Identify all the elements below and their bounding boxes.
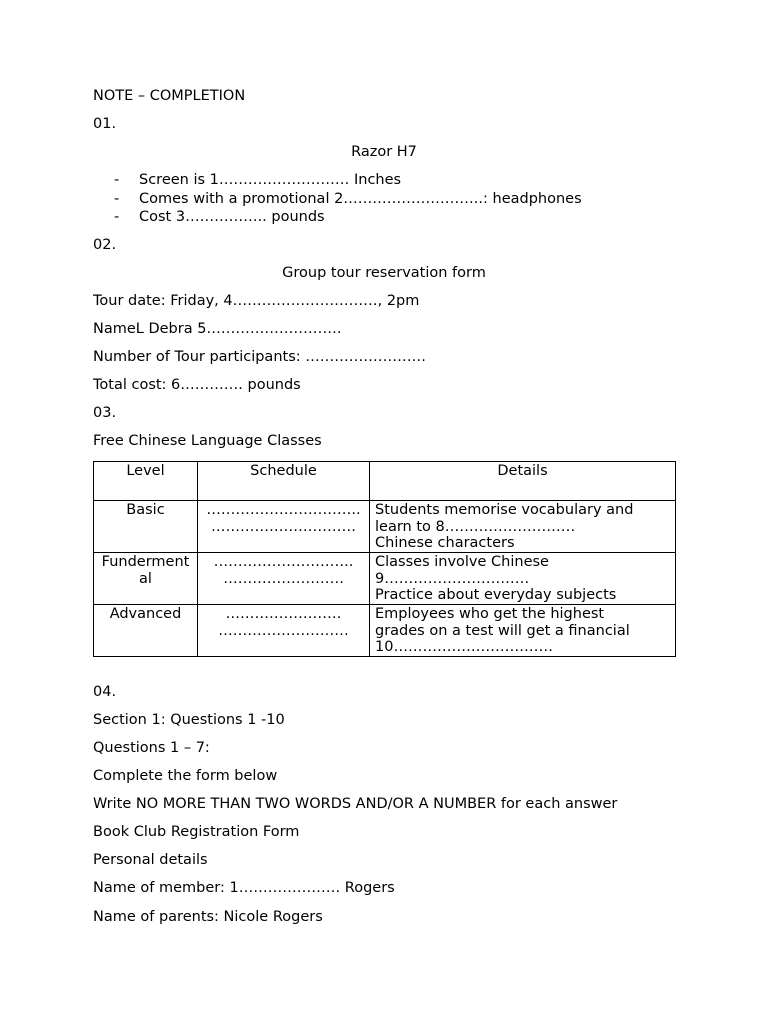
parents-name-line: Name of parents: Nicole Rogers — [93, 909, 323, 925]
total-cost-line: Total cost: 6…………. pounds — [93, 377, 301, 393]
form-section-label: Personal details — [93, 852, 208, 868]
details-line: Chinese characters — [375, 535, 515, 551]
details-line: 9………………………… — [375, 570, 530, 587]
bullet-item — [114, 208, 582, 227]
question-1-title: Razor H7 — [351, 144, 417, 160]
question-2-title: Group tour reservation form — [282, 265, 486, 281]
word-limit-instruction: Write NO MORE THAN TWO WORDS AND/OR A NUMBER for each answer — [93, 796, 618, 812]
details-cell — [370, 501, 676, 553]
details-line: Students memorise vocabulary and — [375, 502, 634, 518]
bullet-text: Cost 3…………….. pounds — [139, 209, 325, 225]
bullet-dash: - — [114, 172, 120, 188]
schedule-blank: …………………… — [225, 606, 342, 622]
schedule-blank: ……………………… — [218, 622, 349, 639]
question-1-bullet-list — [114, 171, 582, 227]
section-heading: Section 1: Questions 1 -10 — [93, 712, 285, 728]
document-heading: NOTE – COMPLETION — [93, 88, 246, 104]
details-line: Practice about everyday subjects — [375, 587, 617, 603]
schedule-blank: ……………………….. — [213, 554, 354, 570]
question-2-number: 02. — [93, 237, 117, 253]
schedule-blank: ………………………… — [211, 518, 356, 535]
questions-range: Questions 1 – 7: — [93, 740, 210, 756]
details-line: Employees who get the highest — [375, 606, 605, 622]
bullet-text: Screen is 1……………………… Inches — [139, 172, 402, 188]
details-cell — [370, 605, 676, 657]
level-cell: Advanced — [94, 605, 198, 657]
table-header-row — [94, 462, 676, 501]
table-row — [94, 501, 676, 553]
bullet-dash: - — [114, 209, 120, 225]
level-cell: Basic — [94, 501, 198, 553]
question-4-number: 04. — [93, 684, 117, 700]
bullet-text: Comes with a promotional 2………………………..: headphones — [139, 190, 582, 207]
language-classes-table — [93, 461, 676, 657]
bullet-dash: - — [114, 190, 120, 207]
instruction-line: Complete the form below — [93, 768, 278, 784]
tour-date-line: Tour date: Friday, 4…………………………, 2pm — [93, 293, 420, 309]
table-header-schedule: Schedule — [198, 462, 370, 501]
question-3-title: Free Chinese Language Classes — [93, 433, 322, 449]
bullet-item — [114, 171, 582, 190]
table-row — [94, 553, 676, 605]
question-3-number: 03. — [93, 405, 117, 421]
question-1-number: 01. — [93, 116, 117, 132]
name-line: NameL Debra 5………………………. — [93, 321, 342, 337]
form-title: Book Club Registration Form — [93, 824, 300, 840]
schedule-blank: ……………………. — [223, 570, 344, 587]
table-header-level: Level — [94, 462, 198, 501]
details-line: grades on a test will get a financial — [375, 622, 630, 639]
participants-line: Number of Tour participants: ……………………. — [93, 349, 426, 365]
details-line: 10…………………………… — [375, 639, 553, 655]
schedule-cell — [198, 553, 370, 605]
table-row — [94, 605, 676, 657]
schedule-cell — [198, 501, 370, 553]
bullet-item — [114, 190, 582, 209]
schedule-cell — [198, 605, 370, 657]
table-header-details: Details — [370, 462, 676, 501]
schedule-blank: ………………………….. — [206, 502, 361, 518]
level-cell: Fundermental — [94, 553, 198, 605]
member-name-line: Name of member: 1………………… Rogers — [93, 880, 395, 896]
details-line: Classes involve Chinese — [375, 554, 549, 570]
details-cell — [370, 553, 676, 605]
details-line: learn to 8……………………… — [375, 518, 576, 535]
